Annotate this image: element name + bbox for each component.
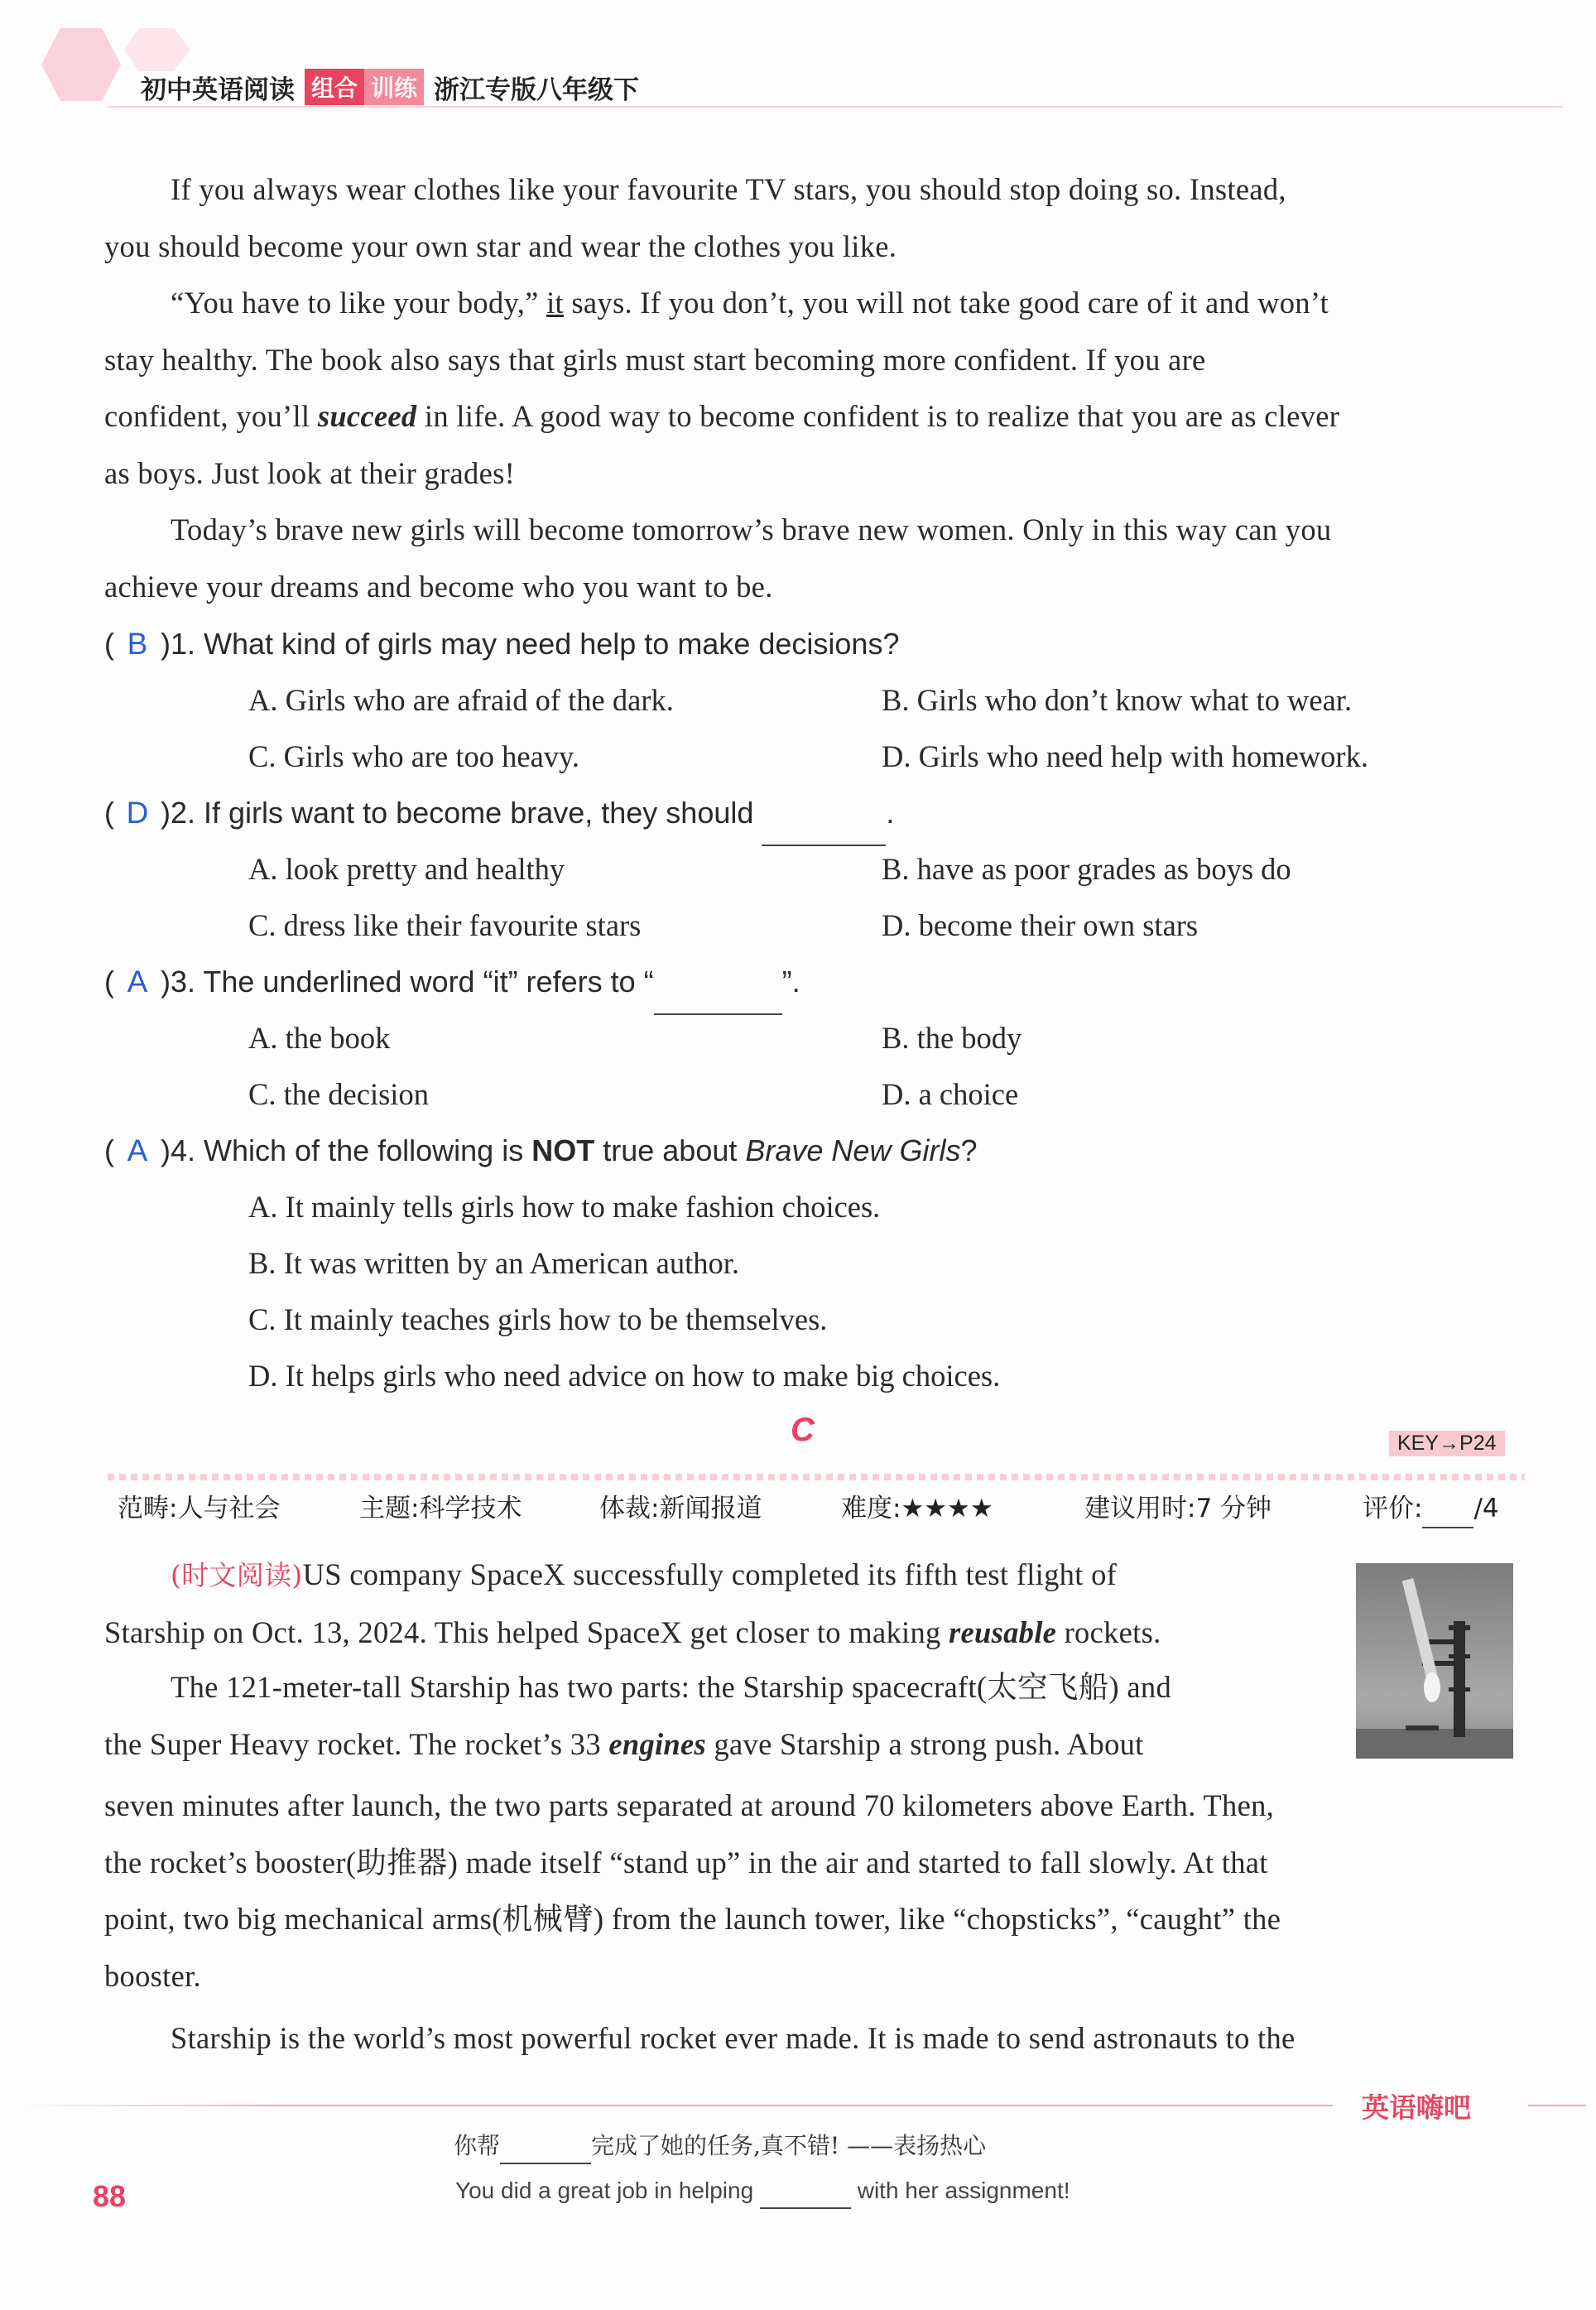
passage-c-paragraph-3: Starship is the world’s most powerful rocket ever made. It is made to send astronauts to the [171, 2021, 1296, 2055]
passage-c-paragraph-1: (时文阅读)US company SpaceX successfully completed its fifth test flight of Starship on Oct. 13, 2024. This helped SpaceX get closer to making reusable rockets. [104, 1557, 1161, 1649]
footer-divider [17, 2105, 1333, 2106]
q2-option-c: C. dress like their favourite stars [248, 908, 642, 942]
q2-option-d: D. become their own stars [882, 908, 1199, 942]
book-header [141, 66, 639, 108]
passage-b-paragraph-2: “You have to like your body,” it says. If you don’t, you will not take good care of it and won’t stay healthy. The book also says that girls must start becoming more confident. If you are confident, you’ll succeed in life. A good way to become confident is to realize that you are as clever as boys. Just look at their grades! [104, 286, 1340, 490]
bold-word-engines: engines [608, 1726, 707, 1761]
question-2: ( D )2. If girls want to become brave, they should . [104, 785, 894, 846]
answer-1: B [127, 627, 148, 661]
question-4: ( A )4. Which of the following is NOT true about Brave New Girls? [104, 1123, 977, 1179]
passage-b-paragraph-3: Today’s brave new girls will become tomorrow’s brave new women. Only in this way can you achieve your dreams and become who you want to be. [104, 513, 1332, 604]
answer-key-reference: KEY→P24 [1389, 1431, 1505, 1456]
brand-label: 英语嗨吧 [1362, 2091, 1471, 2124]
bold-word-succeed: succeed [317, 399, 417, 433]
edition-label: 浙江专版八年级下 [434, 75, 640, 105]
q4-option-b: B. It was written by an American author. [248, 1246, 739, 1280]
q2-option-b: B. have as poor grades as boys do [882, 852, 1291, 886]
footer-chinese-sentence: 你帮 完成了她的任务,真不错! ——表扬热心 [454, 2128, 986, 2164]
answer-3: A [127, 965, 148, 999]
hexagon-decoration-icon [40, 23, 123, 106]
q2-option-a: A. look pretty and healthy [248, 852, 565, 886]
q3-option-c: C. the decision [248, 1077, 429, 1111]
passage-b-paragraph-1: If you always wear clothes like your favourite TV stars, you should stop doing so. Instead, you should become your own star and wear the clothes you like. [104, 172, 1286, 263]
answer-blank [762, 788, 886, 846]
q1-option-b: B. Girls who don’t know what to wear. [882, 683, 1353, 717]
meta-theme: 主题:科学技术 [359, 1494, 522, 1523]
answer-2: D [126, 796, 149, 830]
page-number: 88 [93, 2179, 127, 2213]
section-meta-row [118, 1487, 1499, 1528]
series-tag-part2: 训练 [364, 69, 424, 105]
header-divider [108, 106, 1563, 108]
q1-option-c: C. Girls who are too heavy. [248, 739, 580, 773]
passage-c-paragraph-2: The 121-meter-tall Starship has two parts: the Starship spacecraft(太空飞船) and the Super Heavy rocket. The rocket’s 33 engines gave Starship a strong push. About seven minutes after launch, the two parts separated at around 70 kilometers above Earth. Then, the rocket’s booster(助推器) made itself “stand up” in the air and started to fall slowly. At that point, two big mechanical arms(机械臂) from the launch tower, like “chopsticks”, “caught” the booster. [104, 1670, 1281, 1993]
answer-blank [654, 957, 782, 1015]
q3-option-d: D. a choice [882, 1077, 1019, 1111]
q4-option-d: D. It helps girls who need advice on how to make big choices. [248, 1359, 1001, 1393]
bold-word-reusable: reusable [948, 1615, 1057, 1649]
q4-option-c: C. It mainly teaches girls how to be themselves. [248, 1302, 828, 1336]
current-affairs-tag: (时文阅读) [171, 1559, 303, 1591]
underlined-word-it: it [546, 286, 564, 320]
meta-difficulty: 难度:★★★★ [841, 1494, 993, 1523]
question-3: ( A )3. The underlined word “it” refers to “ ”. [104, 954, 800, 1015]
answer-4: A [127, 1133, 148, 1167]
book-title: 初中英语阅读 [141, 75, 295, 105]
section-c-heading: C [791, 1412, 815, 1448]
meta-category: 范畴:人与社会 [118, 1494, 281, 1523]
series-tag-part1: 组合 [305, 69, 364, 105]
q1-option-d: D. Girls who need help with homework. [882, 739, 1368, 773]
footer-divider-end [1528, 2105, 1586, 2106]
meta-time: 建议用时:7 分钟 [1084, 1494, 1272, 1523]
q3-option-b: B. the body [882, 1021, 1022, 1055]
meta-score: 评价: /4 [1363, 1487, 1499, 1528]
question-1: ( B )1. What kind of girls may need help to make decisions? [104, 616, 899, 672]
series-tag [305, 69, 424, 105]
meta-genre: 体裁:新闻报道 [599, 1494, 762, 1523]
q4-option-a: A. It mainly tells girls how to make fashion choices. [248, 1190, 881, 1224]
footer-english-sentence: You did a great job in helping with her assignment! [455, 2178, 1070, 2209]
q1-option-a: A. Girls who are afraid of the dark. [248, 683, 674, 717]
q3-option-a: A. the book [248, 1021, 391, 1055]
